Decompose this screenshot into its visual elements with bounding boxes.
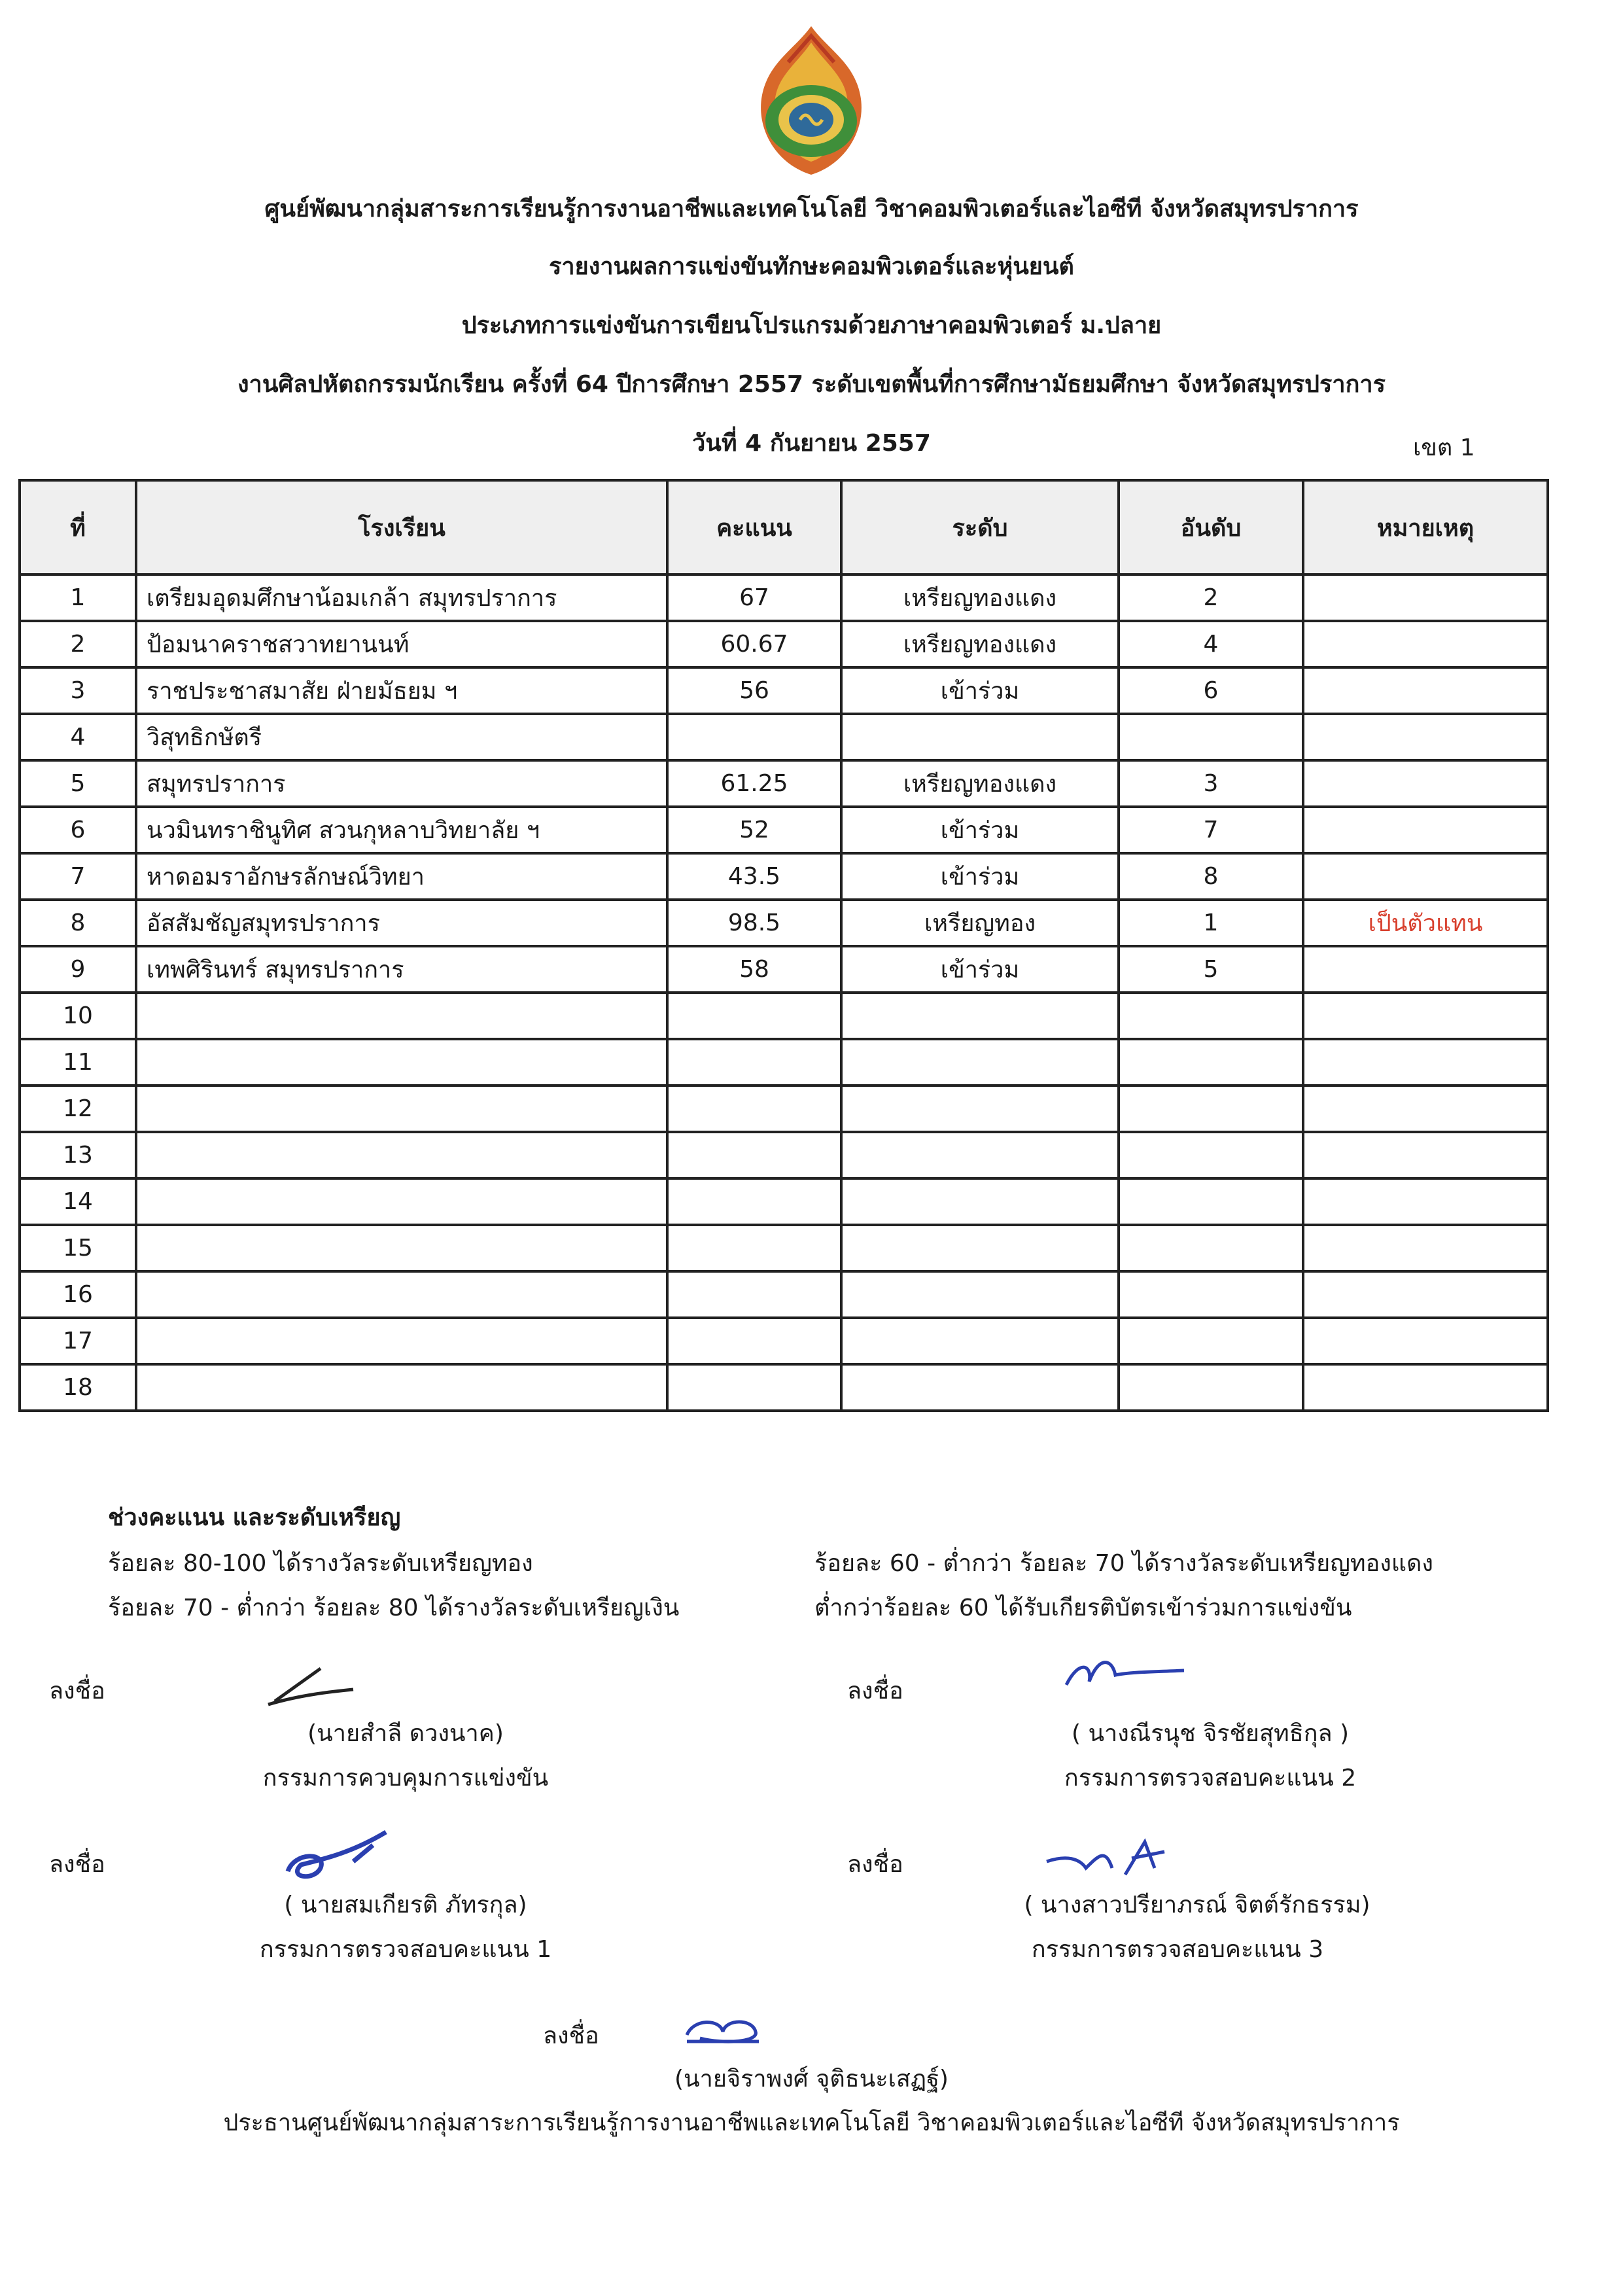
cell-score: 67: [667, 574, 841, 621]
cell-school: [136, 1364, 667, 1411]
cell-rank: [1119, 1039, 1303, 1086]
cell-school: [136, 993, 667, 1039]
col-header-score: คะแนน: [667, 480, 841, 574]
cell-rank: [1119, 1364, 1303, 1411]
cell-level: [841, 1086, 1119, 1132]
cell-rank: [1119, 1086, 1303, 1132]
col-header-note: หมายเหตุ: [1303, 480, 1548, 574]
cell-note: [1303, 853, 1548, 900]
cell-note: [1303, 1364, 1548, 1411]
cell-score: [667, 993, 841, 1039]
cell-level: เหรียญทองแดง: [841, 621, 1119, 667]
cell-level: เข้าร่วม: [841, 853, 1119, 900]
cell-school: [136, 1225, 667, 1271]
col-header-level: ระดับ: [841, 480, 1119, 574]
table-row: [20, 1364, 1548, 1411]
col-header-no: ที่: [20, 480, 136, 574]
cell-level: [841, 1364, 1119, 1411]
table-row: [20, 1086, 1548, 1132]
cell-school: [136, 1178, 667, 1225]
table-row: [20, 1225, 1548, 1271]
cell-score: 61.25: [667, 760, 841, 807]
signature-checker3-mark: [1040, 1829, 1184, 1888]
cell-note: [1303, 1225, 1548, 1271]
sig-label-checker1: ลงชื่อ: [49, 1851, 105, 1878]
cell-score: [667, 1132, 841, 1178]
cell-level: [841, 993, 1119, 1039]
cell-school: ป้อมนาคราชสวาทยานนท์: [136, 621, 667, 667]
cell-score: 58: [667, 946, 841, 993]
cell-level: [841, 1271, 1119, 1318]
cell-note: [1303, 760, 1548, 807]
cell-school: [136, 1039, 667, 1086]
cell-note: [1303, 1039, 1548, 1086]
cell-no: 13: [20, 1132, 136, 1178]
col-header-rank: อันดับ: [1119, 480, 1303, 574]
sig-name-checker1: ( นายสมเกียรติ ภัทรกุล): [284, 1892, 527, 1918]
cell-score: [667, 1364, 841, 1411]
signature-checker2-mark: [1053, 1639, 1197, 1698]
cell-rank: 7: [1119, 807, 1303, 853]
cell-score: 60.67: [667, 621, 841, 667]
cell-level: เข้าร่วม: [841, 807, 1119, 853]
cell-rank: [1119, 1132, 1303, 1178]
cell-school: [136, 1318, 667, 1364]
header-event-info: งานศิลปหัตถกรรมนักเรียน ครั้งที่ 64 ปีการศึกษา 2557 ระดับเขตพื้นที่การศึกษามัธยมศึกษา จังหวัดสมุทรปราการ: [237, 371, 1386, 398]
cell-no: 17: [20, 1318, 136, 1364]
signature-chair-mark: [674, 2002, 818, 2061]
sig-name-checker2: ( นางณีรนุช จิรชัยสุทธิกุล ): [1071, 1720, 1350, 1747]
header-date: วันที่ 4 กันยายน 2557: [692, 430, 931, 457]
cell-score: [667, 1039, 841, 1086]
cell-score: [667, 1271, 841, 1318]
table-header-row: [20, 480, 1548, 574]
table-row: [20, 667, 1548, 714]
cell-rank: 6: [1119, 667, 1303, 714]
legend-bronze: ร้อยละ 60 - ต่ำกว่า ร้อยละ 70 ได้รางวัลระดับเหรียญทองแดง: [814, 1550, 1434, 1577]
cell-school: สมุทรปราการ: [136, 760, 667, 807]
legend-silver: ร้อยละ 70 - ต่ำกว่า ร้อยละ 80 ได้รางวัลระดับเหรียญเงิน: [108, 1595, 680, 1621]
cell-level: [841, 714, 1119, 760]
sig-role-control: กรรมการควบคุมการแข่งขัน: [262, 1765, 549, 1792]
cell-score: 56: [667, 667, 841, 714]
cell-rank: [1119, 1178, 1303, 1225]
cell-note: เป็นตัวแทน: [1303, 900, 1548, 946]
cell-note: [1303, 807, 1548, 853]
school-emblem-logo: [742, 23, 880, 180]
cell-level: [841, 1039, 1119, 1086]
cell-school: [136, 1086, 667, 1132]
cell-rank: [1119, 993, 1303, 1039]
cell-no: 3: [20, 667, 136, 714]
sig-role-checker1: กรรมการตรวจสอบคะแนน 1: [259, 1936, 552, 1963]
cell-note: [1303, 1132, 1548, 1178]
sig-role-chair: ประธานศูนย์พัฒนากลุ่มสาระการเรียนรู้การงานอาชีพและเทคโนโลยี วิชาคอมพิวเตอร์และไอซีที จังหวัดสมุทรปราการ: [223, 2110, 1400, 2136]
cell-note: [1303, 621, 1548, 667]
cell-rank: [1119, 1318, 1303, 1364]
sig-label-checker3: ลงชื่อ: [847, 1851, 903, 1878]
cell-level: [841, 1132, 1119, 1178]
cell-note: [1303, 1318, 1548, 1364]
cell-score: [667, 1178, 841, 1225]
cell-note: [1303, 1178, 1548, 1225]
cell-score: 52: [667, 807, 841, 853]
cell-school: วิสุทธิกษัตรี: [136, 714, 667, 760]
cell-no: 8: [20, 900, 136, 946]
legend-participate: ต่ำกว่าร้อยละ 60 ได้รับเกียรติบัตรเข้าร่วมการแข่งขัน: [814, 1595, 1352, 1621]
cell-school: เทพศิรินทร์ สมุทรปราการ: [136, 946, 667, 993]
cell-level: เหรียญทอง: [841, 900, 1119, 946]
cell-level: [841, 1178, 1119, 1225]
cell-note: [1303, 1086, 1548, 1132]
cell-school: ราชประชาสมาสัย ฝ่ายมัธยม ฯ: [136, 667, 667, 714]
cell-no: 2: [20, 621, 136, 667]
results-table: [18, 479, 1549, 1412]
cell-no: 18: [20, 1364, 136, 1411]
table-row: [20, 760, 1548, 807]
cell-rank: 2: [1119, 574, 1303, 621]
table-row: [20, 1132, 1548, 1178]
cell-school: หาดอมราอักษรลักษณ์วิทยา: [136, 853, 667, 900]
cell-no: 12: [20, 1086, 136, 1132]
cell-rank: 1: [1119, 900, 1303, 946]
header-district: เขต 1: [1413, 434, 1475, 461]
cell-rank: 5: [1119, 946, 1303, 993]
cell-no: 15: [20, 1225, 136, 1271]
col-header-school: โรงเรียน: [136, 480, 667, 574]
sig-role-checker2: กรรมการตรวจสอบคะแนน 2: [1064, 1765, 1357, 1792]
sig-name-checker3: ( นางสาวปรียาภรณ์ จิตต์รักธรรม): [1024, 1892, 1370, 1918]
table-row: [20, 946, 1548, 993]
cell-no: 6: [20, 807, 136, 853]
signature-checker1-mark: [275, 1826, 419, 1884]
sig-label-control: ลงชื่อ: [49, 1678, 105, 1704]
legend-title: ช่วงคะแนน และระดับเหรียญ: [108, 1504, 401, 1531]
cell-level: เข้าร่วม: [841, 667, 1119, 714]
cell-score: [667, 714, 841, 760]
table-row: [20, 1318, 1548, 1364]
cell-rank: [1119, 1225, 1303, 1271]
cell-rank: [1119, 714, 1303, 760]
sig-name-control: (นายสำลี ดวงนาค): [307, 1720, 504, 1747]
table-row: [20, 621, 1548, 667]
cell-no: 4: [20, 714, 136, 760]
cell-no: 10: [20, 993, 136, 1039]
cell-rank: 8: [1119, 853, 1303, 900]
cell-rank: 4: [1119, 621, 1303, 667]
cell-school: เตรียมอุดมศึกษาน้อมเกล้า สมุทรปราการ: [136, 574, 667, 621]
cell-school: อัสสัมชัญสมุทรปราการ: [136, 900, 667, 946]
header-competition-type: ประเภทการแข่งขันการเขียนโปรแกรมด้วยภาษาคอมพิวเตอร์ ม.ปลาย: [461, 312, 1162, 339]
sig-label-checker2: ลงชื่อ: [847, 1678, 903, 1704]
table-row: [20, 853, 1548, 900]
cell-note: [1303, 714, 1548, 760]
cell-school: [136, 1271, 667, 1318]
sig-name-chair: (นายจิราพงศ์ จุติธนะเสฏฐ์): [674, 2066, 949, 2093]
legend-gold: ร้อยละ 80-100 ได้รางวัลระดับเหรียญทอง: [108, 1550, 533, 1577]
sig-role-checker3: กรรมการตรวจสอบคะแนน 3: [1031, 1936, 1324, 1963]
table-row: [20, 1271, 1548, 1318]
cell-level: [841, 1318, 1119, 1364]
table-row: [20, 1039, 1548, 1086]
cell-score: [667, 1318, 841, 1364]
cell-note: [1303, 993, 1548, 1039]
table-row: [20, 807, 1548, 853]
cell-note: [1303, 667, 1548, 714]
cell-score: 98.5: [667, 900, 841, 946]
table-row: [20, 993, 1548, 1039]
table-row: [20, 574, 1548, 621]
cell-rank: 3: [1119, 760, 1303, 807]
cell-no: 11: [20, 1039, 136, 1086]
table-row: [20, 714, 1548, 760]
sig-label-chair: ลงชื่อ: [543, 2022, 599, 2049]
cell-score: [667, 1225, 841, 1271]
cell-no: 14: [20, 1178, 136, 1225]
cell-level: เหรียญทองแดง: [841, 574, 1119, 621]
cell-note: [1303, 946, 1548, 993]
header-report-title: รายงานผลการแข่งขันทักษะคอมพิวเตอร์และหุ่นยนต์: [549, 253, 1074, 280]
table-row: [20, 900, 1548, 946]
cell-no: 16: [20, 1271, 136, 1318]
cell-level: [841, 1225, 1119, 1271]
signature-control-mark: [249, 1655, 393, 1714]
cell-no: 1: [20, 574, 136, 621]
cell-no: 7: [20, 853, 136, 900]
cell-note: [1303, 1271, 1548, 1318]
cell-school: นวมินทราชินูทิศ สวนกุหลาบวิทยาลัย ฯ: [136, 807, 667, 853]
cell-level: เข้าร่วม: [841, 946, 1119, 993]
cell-no: 9: [20, 946, 136, 993]
cell-note: [1303, 574, 1548, 621]
cell-rank: [1119, 1271, 1303, 1318]
cell-school: [136, 1132, 667, 1178]
header-center-title: ศูนย์พัฒนากลุ่มสาระการเรียนรู้การงานอาชีพและเทคโนโลยี วิชาคอมพิวเตอร์และไอซีที จังหวัดสมุทรปราการ: [264, 196, 1359, 222]
cell-no: 5: [20, 760, 136, 807]
cell-level: เหรียญทองแดง: [841, 760, 1119, 807]
cell-score: [667, 1086, 841, 1132]
cell-score: 43.5: [667, 853, 841, 900]
table-row: [20, 1178, 1548, 1225]
